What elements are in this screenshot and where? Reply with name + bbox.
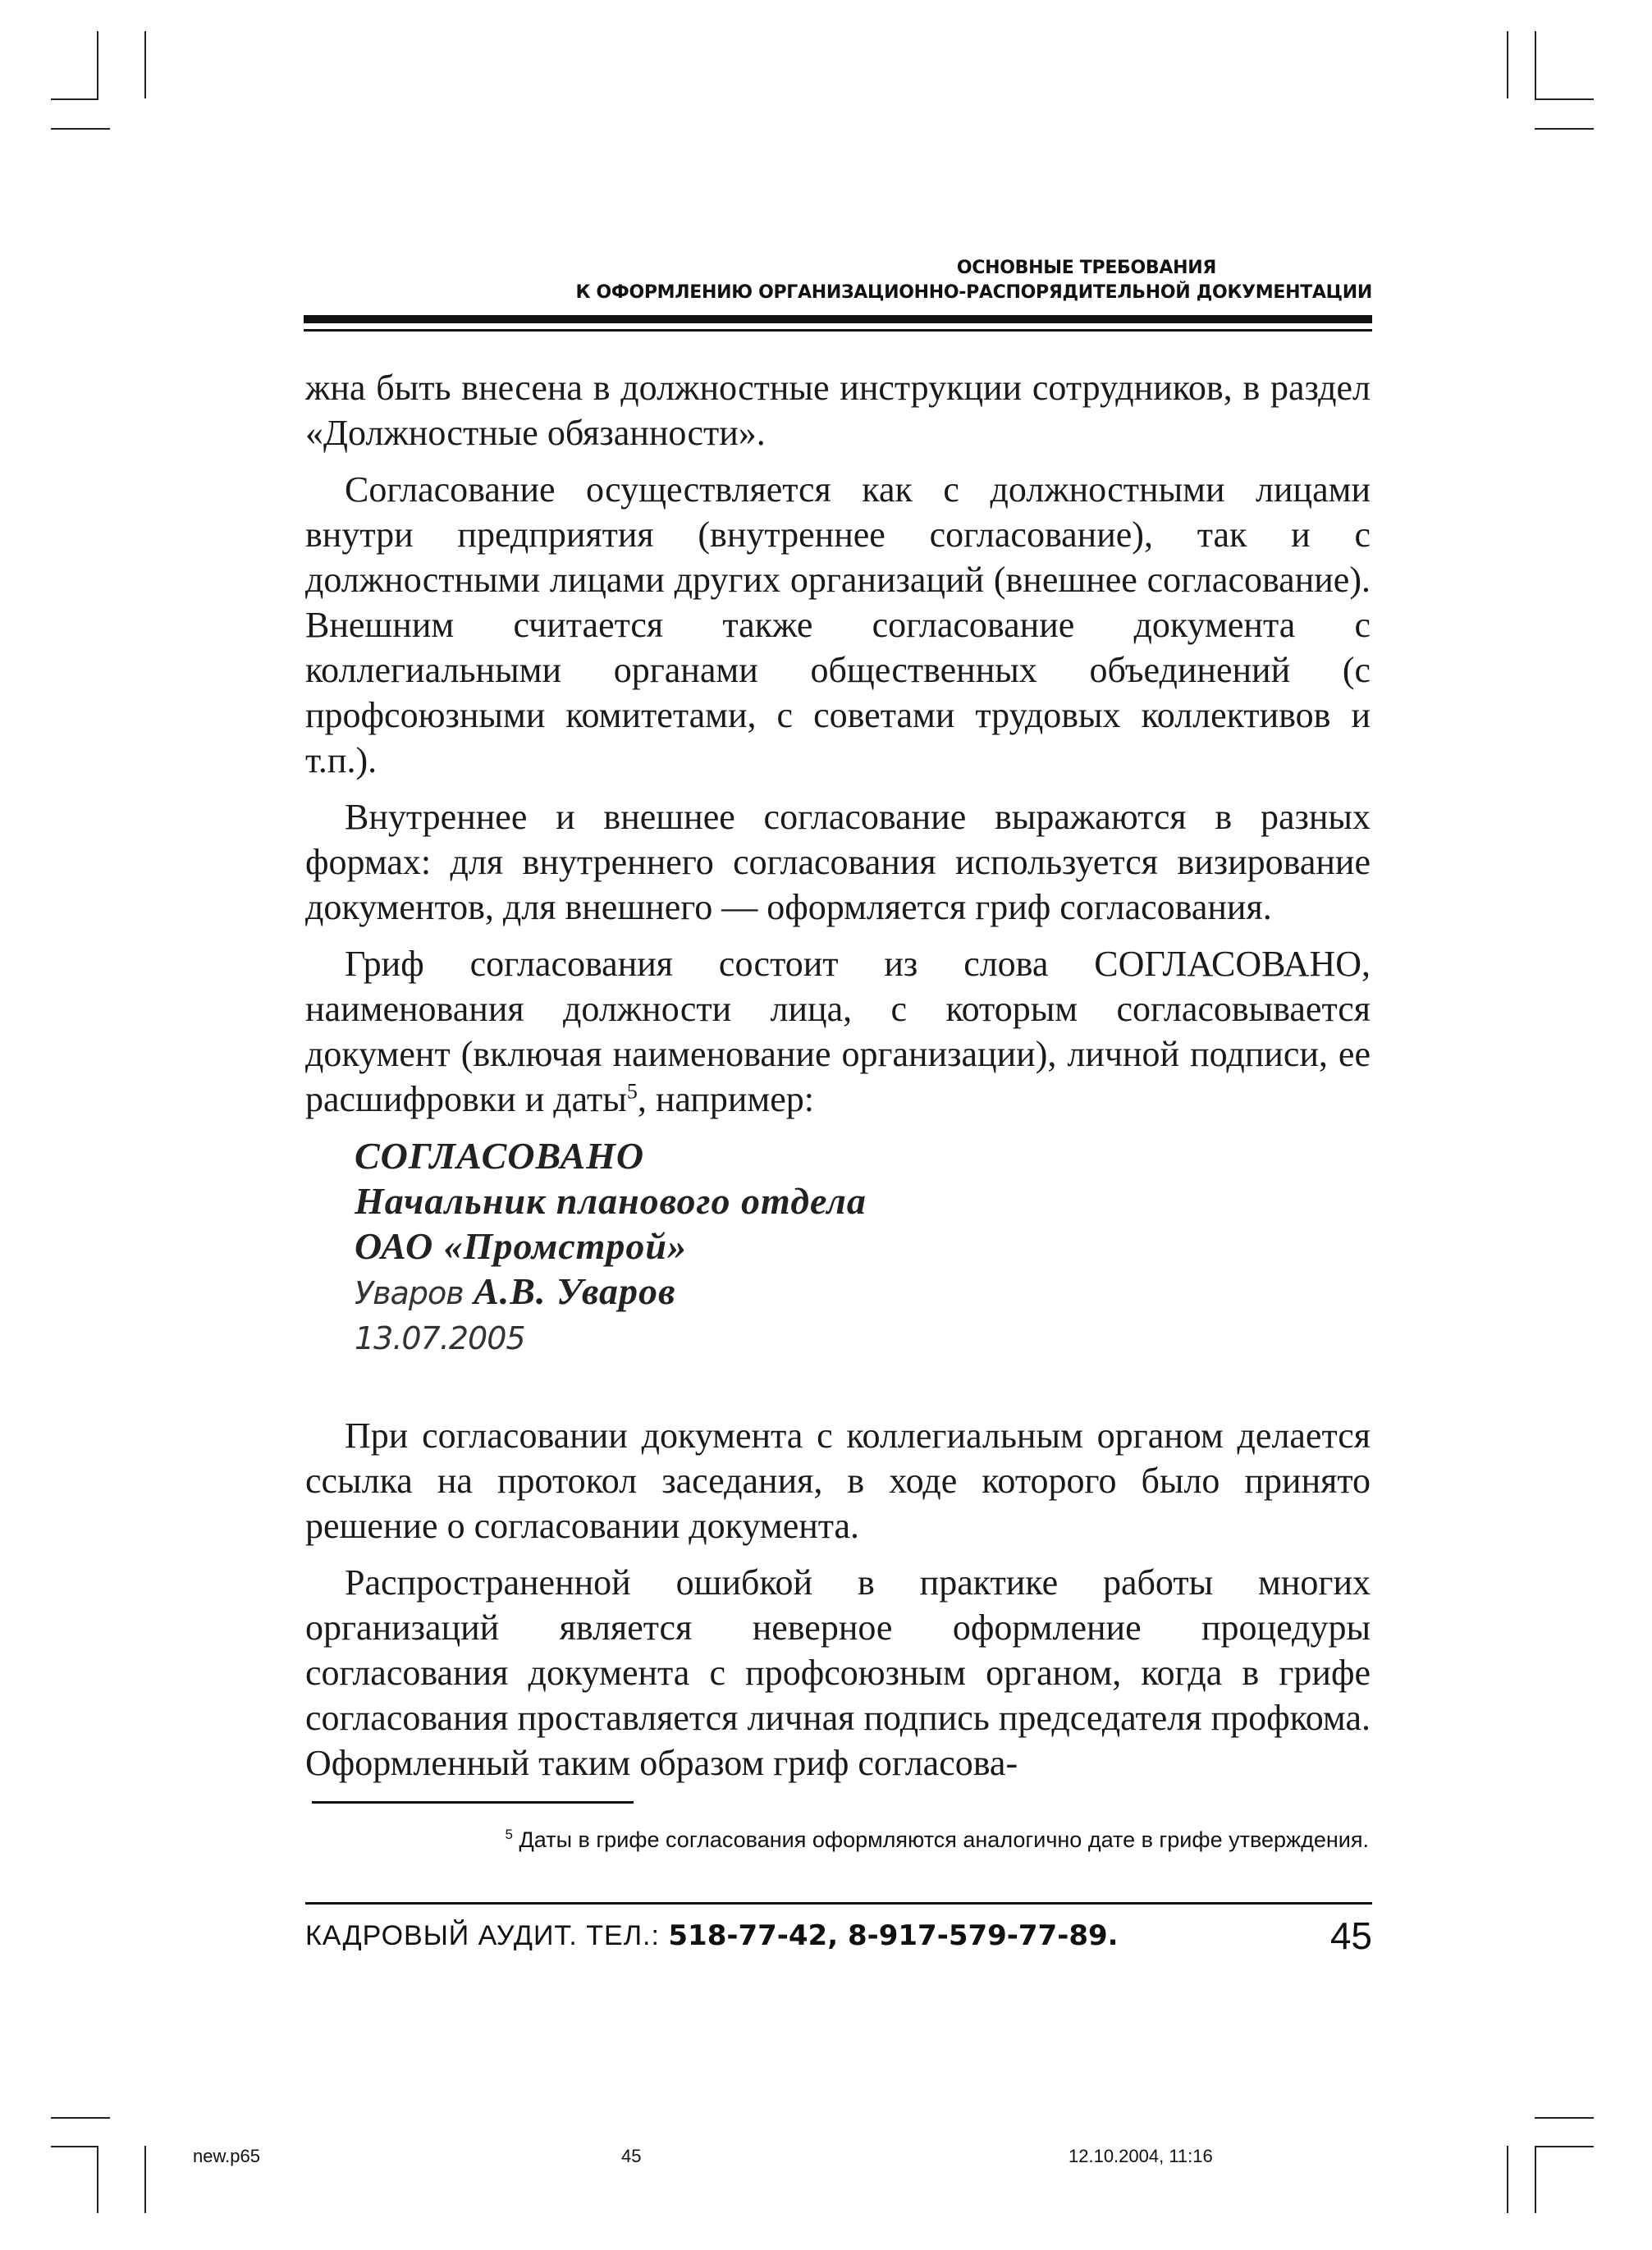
stamp-title: СОГЛАСОВАНО: [355, 1135, 645, 1177]
slug-page: 45: [621, 2146, 642, 2166]
slug-filename: new.p65: [193, 2146, 260, 2166]
crop-mark: [51, 98, 98, 100]
crop-mark: [1535, 31, 1536, 98]
running-header-line-2: К ОФОРМЛЕНИЮ ОРГАНИЗАЦИОННО-РАСПОРЯДИТЕЛЬНОЙ ДОКУМЕНТАЦИИ: [575, 282, 1372, 303]
footnote-number: 5: [505, 1827, 513, 1842]
slug-datetime: 12.10.2004, 11:16: [1069, 2146, 1213, 2166]
paragraph-1: жна быть внесена в должностные инструкции сотрудников, в раздел «Должностные обязанности».: [305, 368, 1371, 453]
running-header: [304, 256, 1372, 305]
stamp-position: Начальник планового отдела: [355, 1180, 867, 1222]
stamp-date: 13.07.2005: [355, 1320, 525, 1356]
crop-mark: [1535, 2146, 1594, 2147]
footer-rule: [305, 1902, 1372, 1905]
paragraph-4-end: , например:: [637, 1079, 814, 1119]
body-text-bottom: [305, 1413, 1371, 1797]
handwritten-signature: Уваров: [355, 1275, 464, 1311]
paragraph-3: Внутреннее и внешнее согласование выражаются в разных формах: для внутреннего согласования используется визирование документов, для внешнего — оформляется гриф согласования.: [305, 797, 1371, 927]
paragraph-4-text: Гриф согласования состоит из слова СОГЛАСОВАНО, наименования должности лица, с которым согласовывается документ (включая наименование организации), личной подписи, ее расшифровки и даты: [305, 944, 1371, 1119]
footnote-text: Даты в грифе согласования оформляются аналогично дате в грифе утверждения.: [513, 1827, 1369, 1852]
crop-mark: [1535, 2117, 1594, 2119]
approval-stamp: [355, 1133, 1371, 1361]
footnote-ref: 5: [626, 1079, 638, 1104]
header-rule-thick: [304, 315, 1372, 323]
stamp-organization: ОАО «Промстрой»: [355, 1225, 687, 1267]
crop-mark: [1535, 2146, 1536, 2213]
footnote: [312, 1825, 1369, 1854]
body-text-top: [305, 365, 1371, 1361]
crop-mark: [51, 128, 110, 130]
paragraph-6: Распространенной ошибкой в практике работы многих организаций является неверное оформление процедуры согласования документа с профсоюзным органом, когда в грифе согласования проставляется личная подпись председателя профкома. Оформленный таким образом гриф согласова-: [305, 1562, 1371, 1783]
crop-mark: [144, 31, 146, 98]
footnote-rule: [312, 1801, 634, 1804]
stamp-name: А.В. Уваров: [474, 1270, 676, 1312]
crop-mark: [97, 31, 98, 98]
crop-mark: [1507, 31, 1508, 98]
crop-mark: [51, 2117, 110, 2119]
crop-mark: [1535, 128, 1594, 130]
footer-label: КАДРОВЫЙ АУДИТ. ТЕЛ.:: [305, 1920, 669, 1951]
crop-mark: [1507, 2146, 1508, 2213]
stamp-signature-line: [355, 1269, 1371, 1316]
header-rule-thin: [304, 329, 1372, 332]
crop-mark: [144, 2146, 146, 2213]
page-number: 45: [1329, 1914, 1372, 1957]
crop-mark: [51, 2146, 98, 2147]
paragraph-5: При согласовании документа с коллегиальным органом делается ссылка на протокол заседания, в ходе которого было принято решение о согласовании документа.: [305, 1415, 1371, 1546]
paragraph-4: [305, 941, 1371, 1122]
crop-mark: [1535, 98, 1594, 100]
running-header-line-1: ОСНОВНЫЕ ТРЕБОВАНИЯ: [956, 258, 1216, 278]
footer-contact: [305, 1918, 1119, 1954]
crop-mark: [97, 2146, 98, 2213]
paragraph-2: Согласование осуществляется как с должностными лицами внутри предприятия (внутреннее согласование), так и с должностными лицами других организаций (внешнее согласование). Внешним считается также согласование документа с коллегиальными органами общественных объединений (с профсоюзными комитетами, с советами трудовых коллективов и т.п.).: [305, 469, 1371, 780]
footer-phones: 518-77-42, 8-917-579-77-89.: [668, 1919, 1119, 1952]
